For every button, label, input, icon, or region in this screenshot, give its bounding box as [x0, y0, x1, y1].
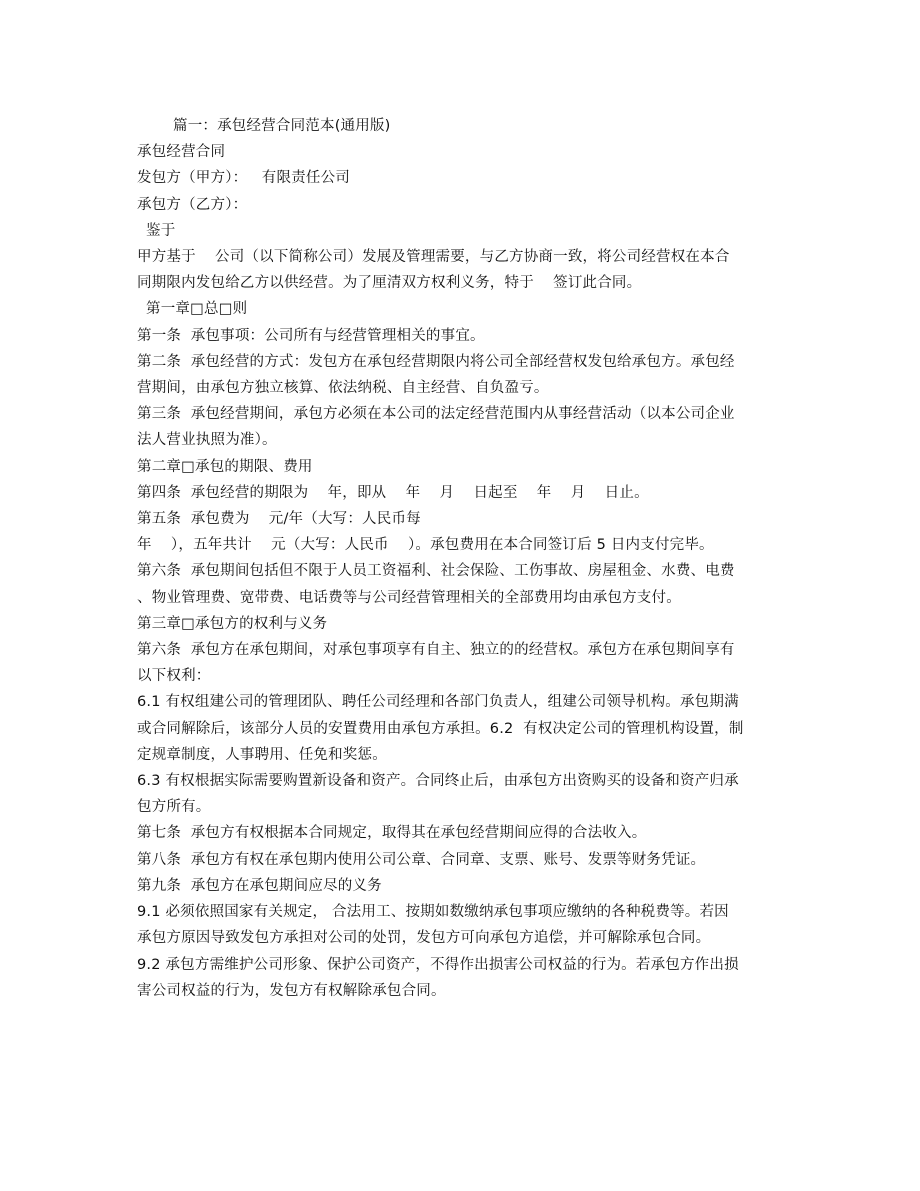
clause-line: 害公司权益的行为，发包方有权解除承包合同。 — [137, 982, 446, 999]
preamble-line: 同期限内发包给乙方以供经营。为了厘清双方权利义务，特于 签订此合同。 — [137, 275, 642, 292]
article-line: 以下权利： — [137, 668, 211, 685]
chapter-heading: 第一章□总□则 — [146, 301, 248, 318]
clause-line: 或合同解除后，该部分人员的安置费用由承包方承担。6.2 有权决定公司的管理机构设置，制 — [137, 720, 744, 737]
article-line: 第五条 承包费为 元/年（大写：人民币每 — [137, 511, 421, 528]
document-body — [137, 113, 787, 1004]
article-line: 第九条 承包方在承包期间应尽的义务 — [137, 877, 382, 894]
clause-line: 6.1 有权组建公司的管理团队、聘任公司经理和各部门负责人，组建公司领导机构。承包期满 — [137, 694, 739, 711]
party-a-line: 发包方（甲方）： 有限责任公司 — [137, 170, 350, 187]
clause-line: 9.2 承包方需维护公司形象、保护公司资产，不得作出损害公司权益的行为。若承包方作出损 — [137, 956, 739, 973]
chapter-heading: 第二章□承包的期限、费用 — [137, 458, 313, 475]
article-line: 第一条 承包事项：公司所有与经营管理相关的事宜。 — [137, 327, 485, 344]
article-line: 年 ），五年共计 元（大写：人民币 ）。承包费用在本合同签订后 5 日内支付完毕。 — [137, 537, 714, 554]
clause-line: 9.1 必须依照国家有关规定， 合法用工、按期如数缴纳承包事项应缴纳的各种税费等。若因 — [137, 904, 729, 921]
chapter-heading: 第三章□承包方的权利与义务 — [137, 615, 328, 632]
clause-line: 包方所有。 — [137, 799, 211, 816]
article-line: 第四条 承包经营的期限为 年，即从 年 月 日起至 年 月 日止。 — [137, 484, 649, 501]
article-line: 第三条 承包经营期间，承包方必须在本公司的法定经营范围内从事经营活动（以本公司企业 — [137, 406, 735, 423]
article-line: 、物业管理费、宽带费、电话费等与公司经营管理相关的全部费用均由承包方支付。 — [137, 589, 681, 606]
article-line: 法人营业执照为准）。 — [137, 432, 277, 449]
article-line: 第八条 承包方有权在承包期内使用公司公章、合同章、支票、账号、发票等财务凭证。 — [137, 851, 706, 868]
clause-line: 承包方原因导致发包方承担对公司的处罚，发包方可向承包方追偿，并可解除承包合同。 — [137, 930, 711, 947]
document-title: 篇一：承包经营合同范本(通用版) — [173, 118, 391, 134]
contract-heading: 承包经营合同 — [137, 144, 226, 161]
article-line: 第二条 承包经营的方式：发包方在承包经营期限内将公司全部经营权发包给承包方。承包经 — [137, 353, 735, 370]
article-line: 营期间，由承包方独立核算、依法纳税、自主经营、自负盈亏。 — [137, 380, 549, 397]
clause-line: 定规章制度，人事聘用、任免和奖惩。 — [137, 746, 387, 763]
article-line: 第六条 承包方在承包期间，对承包事项享有自主、独立的的经营权。承包方在承包期间享有 — [137, 642, 735, 659]
preamble-line: 甲方基于 公司（以下简称公司）发展及管理需要，与乙方协商一致，将公司经营权在本合 — [137, 249, 730, 266]
article-line: 第七条 承包方有权根据本合同规定，取得其在承包经营期间应得的合法收入。 — [137, 825, 647, 842]
clause-line: 6.3 有权根据实际需要购置新设备和资产。合同终止后，由承包方出资购买的设备和资产归承 — [137, 773, 739, 790]
party-b-line: 承包方（乙方）： — [137, 196, 248, 213]
article-line: 第六条 承包期间包括但不限于人员工资福利、社会保险、工伤事故、房屋租金、水费、电费 — [137, 563, 735, 580]
whereas-line: 鉴于 — [146, 222, 176, 239]
